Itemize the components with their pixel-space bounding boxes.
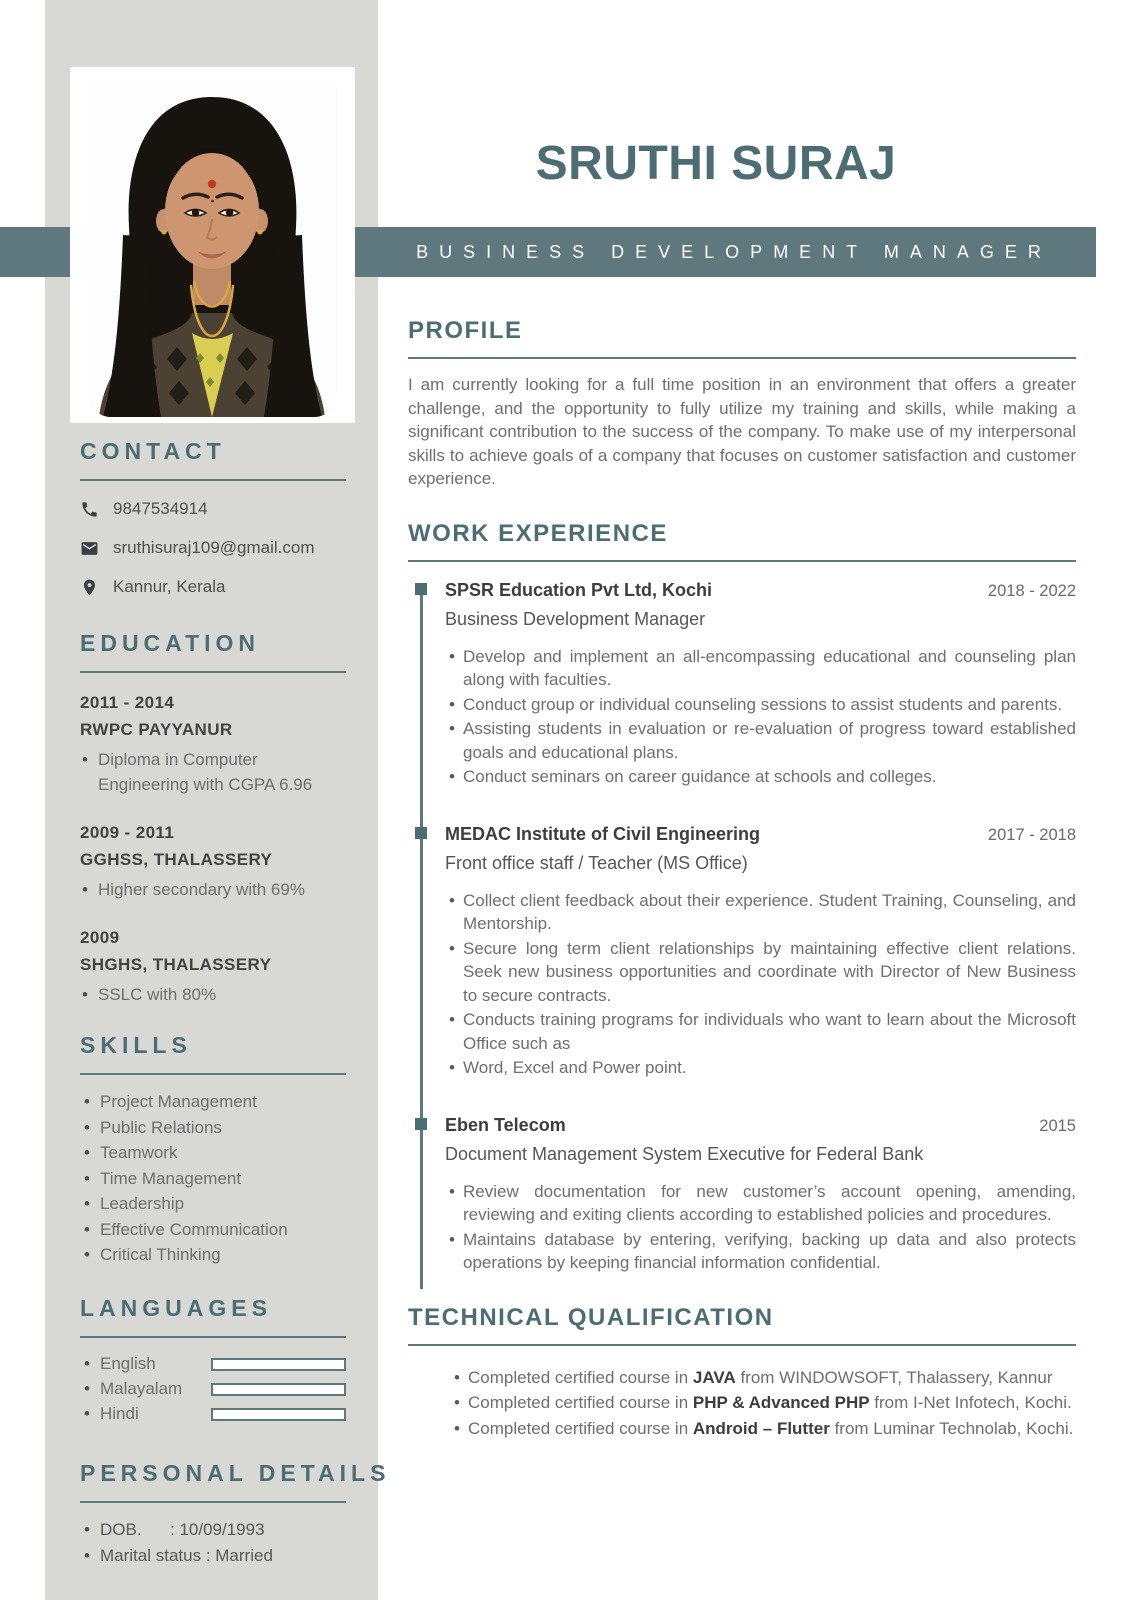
phone-icon [80,500,99,519]
job-company: Eben Telecom [445,1114,566,1135]
profile-summary: I am currently looking for a full time position in an environment that offers a greater challenge, and the opportunity to fully utilize my training and skills, while making a significant contribution to the success of the company. To make use of my interpersonal skills to achieve goals of a company that focuses on customer satisfaction and customer experience. [408,375,1076,488]
profile-section [408,318,1076,491]
personal-details-list [80,1517,346,1569]
tech-bullet: • Completed certified course in PHP & Advanced PHP from I-Net Infotech, Kochi. [408,1391,1076,1415]
work-experience-section [408,521,1076,1275]
education-detail: • Diploma in Computer Engineering with CGPA 6.96 [80,747,346,797]
job-bullet: • Develop and implement an all-encompassing educational and counseling plan along with faculties. [445,645,1076,692]
job-dates: 2015 [1039,1116,1076,1135]
tech-bullet: • Completed certified course in Android – Flutter from Luminar Technolab, Kochi. [408,1417,1076,1441]
profile-photo [87,85,338,417]
education-school: GGHSS, THALASSERY [80,850,273,869]
education-years: 2009 [80,928,120,947]
skill-item: • Critical Thinking [80,1242,346,1268]
timeline-marker [415,583,427,595]
language-label: • English [100,1354,156,1373]
jobs-timeline [408,578,1076,1275]
course-name: PHP & Advanced PHP [692,1393,870,1412]
language-row [80,1402,346,1427]
job-bullet-list [445,645,1076,789]
education-years: 2009 - 2011 [80,823,175,842]
technical-qualification-section [408,1305,1076,1441]
language-label: • Malayalam [100,1379,183,1398]
candidate-name: SRUTHI SURAJ [535,137,897,190]
contact-location-row [80,575,346,599]
skill-item: • Public Relations [80,1115,346,1141]
education-detail: • SSLC with 80% [80,982,346,1007]
language-level-bar [211,1358,346,1371]
section-divider [80,1336,346,1338]
location-icon [80,578,99,597]
section-divider [408,357,1076,359]
job-bullet-list [445,1180,1076,1275]
job-dates: 2018 - 2022 [987,581,1076,600]
sidebar [80,437,391,1569]
tech-bullet: • Completed certified course in JAVA from WINDOWSOFT, Thalassery, Kannur [408,1366,1076,1390]
envelope-icon [80,539,99,558]
language-label: • Hindi [100,1404,139,1423]
skills-heading: SKILLS [80,1032,192,1058]
language-row [80,1352,346,1377]
personal-details-heading: PERSONAL DETAILS [80,1459,391,1486]
job-bullet: • Conduct seminars on career guidance at schools and colleges. [445,765,1076,789]
skills-list [80,1089,346,1268]
skill-item: • Time Management [80,1166,346,1192]
job-dates: 2017 - 2018 [987,825,1076,844]
language-row [80,1377,346,1402]
personal-details-section [80,1459,391,1569]
education-school: SHGHS, THALASSERY [80,955,272,974]
profile-heading: PROFILE [408,317,523,344]
education-school: RWPC PAYYANUR [80,720,233,739]
job-company: MEDAC Institute of Civil Engineering [445,823,761,844]
job-bullet: • Assisting students in evaluation or re-evaluation of progress toward established goals and educational plans. [445,717,1076,764]
job-bullet: • Conducts training programs for individuals who want to learn about the Microsoft Office such as [445,1008,1076,1055]
work-experience-heading: WORK EXPERIENCE [408,519,668,547]
dob-label: DOB. [100,1519,142,1539]
technical-qualification-list [408,1366,1076,1441]
languages-list [80,1352,346,1427]
contact-heading: CONTACT [80,438,226,464]
skill-item: • Project Management [80,1089,346,1115]
job-entry [408,578,1076,789]
timeline-marker [415,827,427,839]
skill-item: • Teamwork [80,1140,346,1166]
location-text: Kannur, Kerala [113,577,226,596]
section-divider [80,671,346,673]
education-entry [80,819,346,902]
language-level-bar [211,1408,346,1421]
section-divider [408,560,1076,562]
contact-phone-row [80,497,346,521]
timeline-marker [415,1118,427,1130]
job-entry [408,822,1076,1080]
marital-status-value: : Married [205,1545,273,1565]
profile-photo-illustration [87,85,338,417]
skills-section [80,1031,346,1268]
course-name: JAVA [692,1367,736,1387]
section-divider [80,1073,346,1075]
skill-item: • Effective Communication [80,1217,346,1243]
course-name: Android – Flutter [692,1418,830,1438]
languages-heading: LANGUAGES [80,1294,272,1321]
contact-section [80,437,346,599]
section-divider [80,479,346,481]
job-bullet: • Conduct group or individual counseling sessions to assist students and parents. [445,693,1076,717]
skill-item: • Leadership [80,1191,346,1217]
job-entry [408,1113,1076,1275]
section-divider [80,1501,346,1503]
marital-status-row [80,1543,346,1569]
job-role: Business Development Manager [445,608,706,629]
education-entry [80,689,346,797]
education-section [80,629,346,1007]
phone-number: 9847534914 [113,499,208,518]
email-address: sruthisuraj109@gmail.com [113,538,315,557]
language-level-bar [211,1383,346,1396]
languages-section [80,1294,346,1427]
job-title-banner: BUSINESS DEVELOPMENT MANAGER [416,242,1052,262]
job-role: Front office staff / Teacher (MS Office) [445,852,748,873]
job-role: Document Management System Executive for Federal Bank [445,1143,924,1164]
job-bullet: • Word, Excel and Power point. [445,1056,1076,1080]
dob-value: : 10/09/1993 [170,1519,265,1539]
technical-qualification-heading: TECHNICAL QUALIFICATION [408,1303,774,1331]
marital-status-label: Marital status [100,1545,202,1565]
job-bullet: • Secure long term client relationships by maintaining effective client relations. Seek new business opportunities and coordinate with Director of New Business to secure contracts. [445,937,1076,1008]
education-years: 2011 - 2014 [80,693,175,712]
education-heading: EDUCATION [80,630,261,656]
job-bullet-list [445,889,1076,1080]
photo-frame [70,67,355,423]
job-bullet: • Collect client feedback about their experience. Student Training, Counseling, and Mentorship. [445,889,1076,936]
job-bullet: • Maintains database by entering, verifying, backing up data and also protects operations by keeping financial information confidential. [445,1228,1076,1275]
job-bullet: • Review documentation for new customer’s account opening, amending, reviewing and exiting clients according to established policies and procedures. [445,1180,1076,1227]
dob-row [80,1517,346,1543]
contact-email-row [80,536,346,560]
education-entry [80,924,346,1007]
job-company: SPSR Education Pvt Ltd, Kochi [445,579,713,600]
section-divider [408,1344,1076,1346]
main-column [408,318,1076,1442]
education-detail: • Higher secondary with 69% [80,877,346,902]
